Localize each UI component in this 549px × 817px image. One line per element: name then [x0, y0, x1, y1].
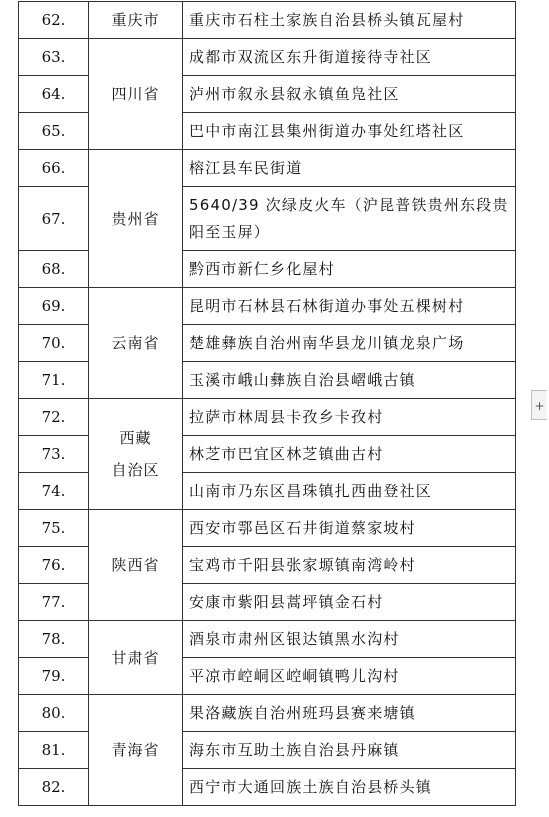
- location-cell: 山南市乃东区昌珠镇扎西曲登社区: [183, 473, 516, 510]
- row-number: 80.: [19, 695, 89, 732]
- row-number: 64.: [19, 76, 89, 113]
- row-number: 77.: [19, 584, 89, 621]
- row-number: 62.: [19, 2, 89, 39]
- location-cell: 酒泉市肃州区银达镇黑水沟村: [183, 621, 516, 658]
- province-cell-shaanxi: 陕西省: [89, 510, 183, 621]
- province-cell-sichuan: 四川省: [89, 39, 183, 150]
- table-row: [19, 510, 516, 547]
- province-cell-guizhou: 贵州省: [89, 150, 183, 288]
- row-number: 73.: [19, 436, 89, 473]
- province-name-line1: 西藏: [119, 429, 152, 447]
- province-cell-gansu: 甘肃省: [89, 621, 183, 695]
- row-number: 63.: [19, 39, 89, 76]
- row-number: 66.: [19, 150, 89, 187]
- row-number: 79.: [19, 658, 89, 695]
- location-cell: 果洛藏族自治州班玛县赛来塘镇: [183, 695, 516, 732]
- location-cell: 榕江县车民街道: [183, 150, 516, 187]
- location-cell: 西安市鄠邑区石井街道蔡家坡村: [183, 510, 516, 547]
- location-cell: 巴中市南江县集州街道办事处红塔社区: [183, 113, 516, 150]
- location-cell: 西宁市大通回族土族自治县桥头镇: [183, 769, 516, 806]
- location-cell: 楚雄彝族自治州南华县龙川镇龙泉广场: [183, 325, 516, 362]
- row-number: 69.: [19, 288, 89, 325]
- row-number: 70.: [19, 325, 89, 362]
- location-cell: 泸州市叙永县叙永镇鱼凫社区: [183, 76, 516, 113]
- table-row: [19, 150, 516, 187]
- row-number: 74.: [19, 473, 89, 510]
- row-number: 78.: [19, 621, 89, 658]
- row-number: 75.: [19, 510, 89, 547]
- location-cell: 玉溪市峨山彝族自治县嶍峨古镇: [183, 362, 516, 399]
- row-number: 71.: [19, 362, 89, 399]
- row-number: 67.: [19, 187, 89, 251]
- table-row: [19, 695, 516, 732]
- province-name-line2: 自治区: [111, 461, 160, 479]
- row-number: 82.: [19, 769, 89, 806]
- location-cell: 平凉市崆峒区崆峒镇鸭儿沟村: [183, 658, 516, 695]
- table-row: [19, 39, 516, 76]
- row-number: 76.: [19, 547, 89, 584]
- table-row: [19, 2, 516, 39]
- row-number: 65.: [19, 113, 89, 150]
- plus-icon: +: [534, 399, 545, 413]
- site-list-table: [18, 1, 516, 806]
- location-cell: 海东市互助土族自治县丹麻镇: [183, 732, 516, 769]
- location-cell: 昆明市石林县石林街道办事处五棵树村: [183, 288, 516, 325]
- location-cell: 拉萨市林周县卡孜乡卡孜村: [183, 399, 516, 436]
- province-cell-chongqing: 重庆市: [89, 2, 183, 39]
- location-cell: 成都市双流区东升街道接待寺社区: [183, 39, 516, 76]
- province-cell-yunnan: 云南省: [89, 288, 183, 399]
- expand-button[interactable]: [531, 390, 547, 420]
- row-number: 81.: [19, 732, 89, 769]
- province-cell-qinghai: 青海省: [89, 695, 183, 806]
- location-cell: 5640/39 次绿皮火车（沪昆普铁贵州东段贵阳至玉屏）: [183, 187, 516, 251]
- location-cell: 林芝市巴宜区林芝镇曲古村: [183, 436, 516, 473]
- location-cell: 重庆市石柱土家族自治县桥头镇瓦屋村: [183, 2, 516, 39]
- table-row: [19, 399, 516, 436]
- table-row: [19, 621, 516, 658]
- location-cell: 黔西市新仁乡化屋村: [183, 251, 516, 288]
- location-cell: 宝鸡市千阳县张家塬镇南湾岭村: [183, 547, 516, 584]
- row-number: 68.: [19, 251, 89, 288]
- location-cell: 安康市紫阳县蒿坪镇金石村: [183, 584, 516, 621]
- table-row: [19, 288, 516, 325]
- province-cell-xizang: [89, 399, 183, 510]
- row-number: 72.: [19, 399, 89, 436]
